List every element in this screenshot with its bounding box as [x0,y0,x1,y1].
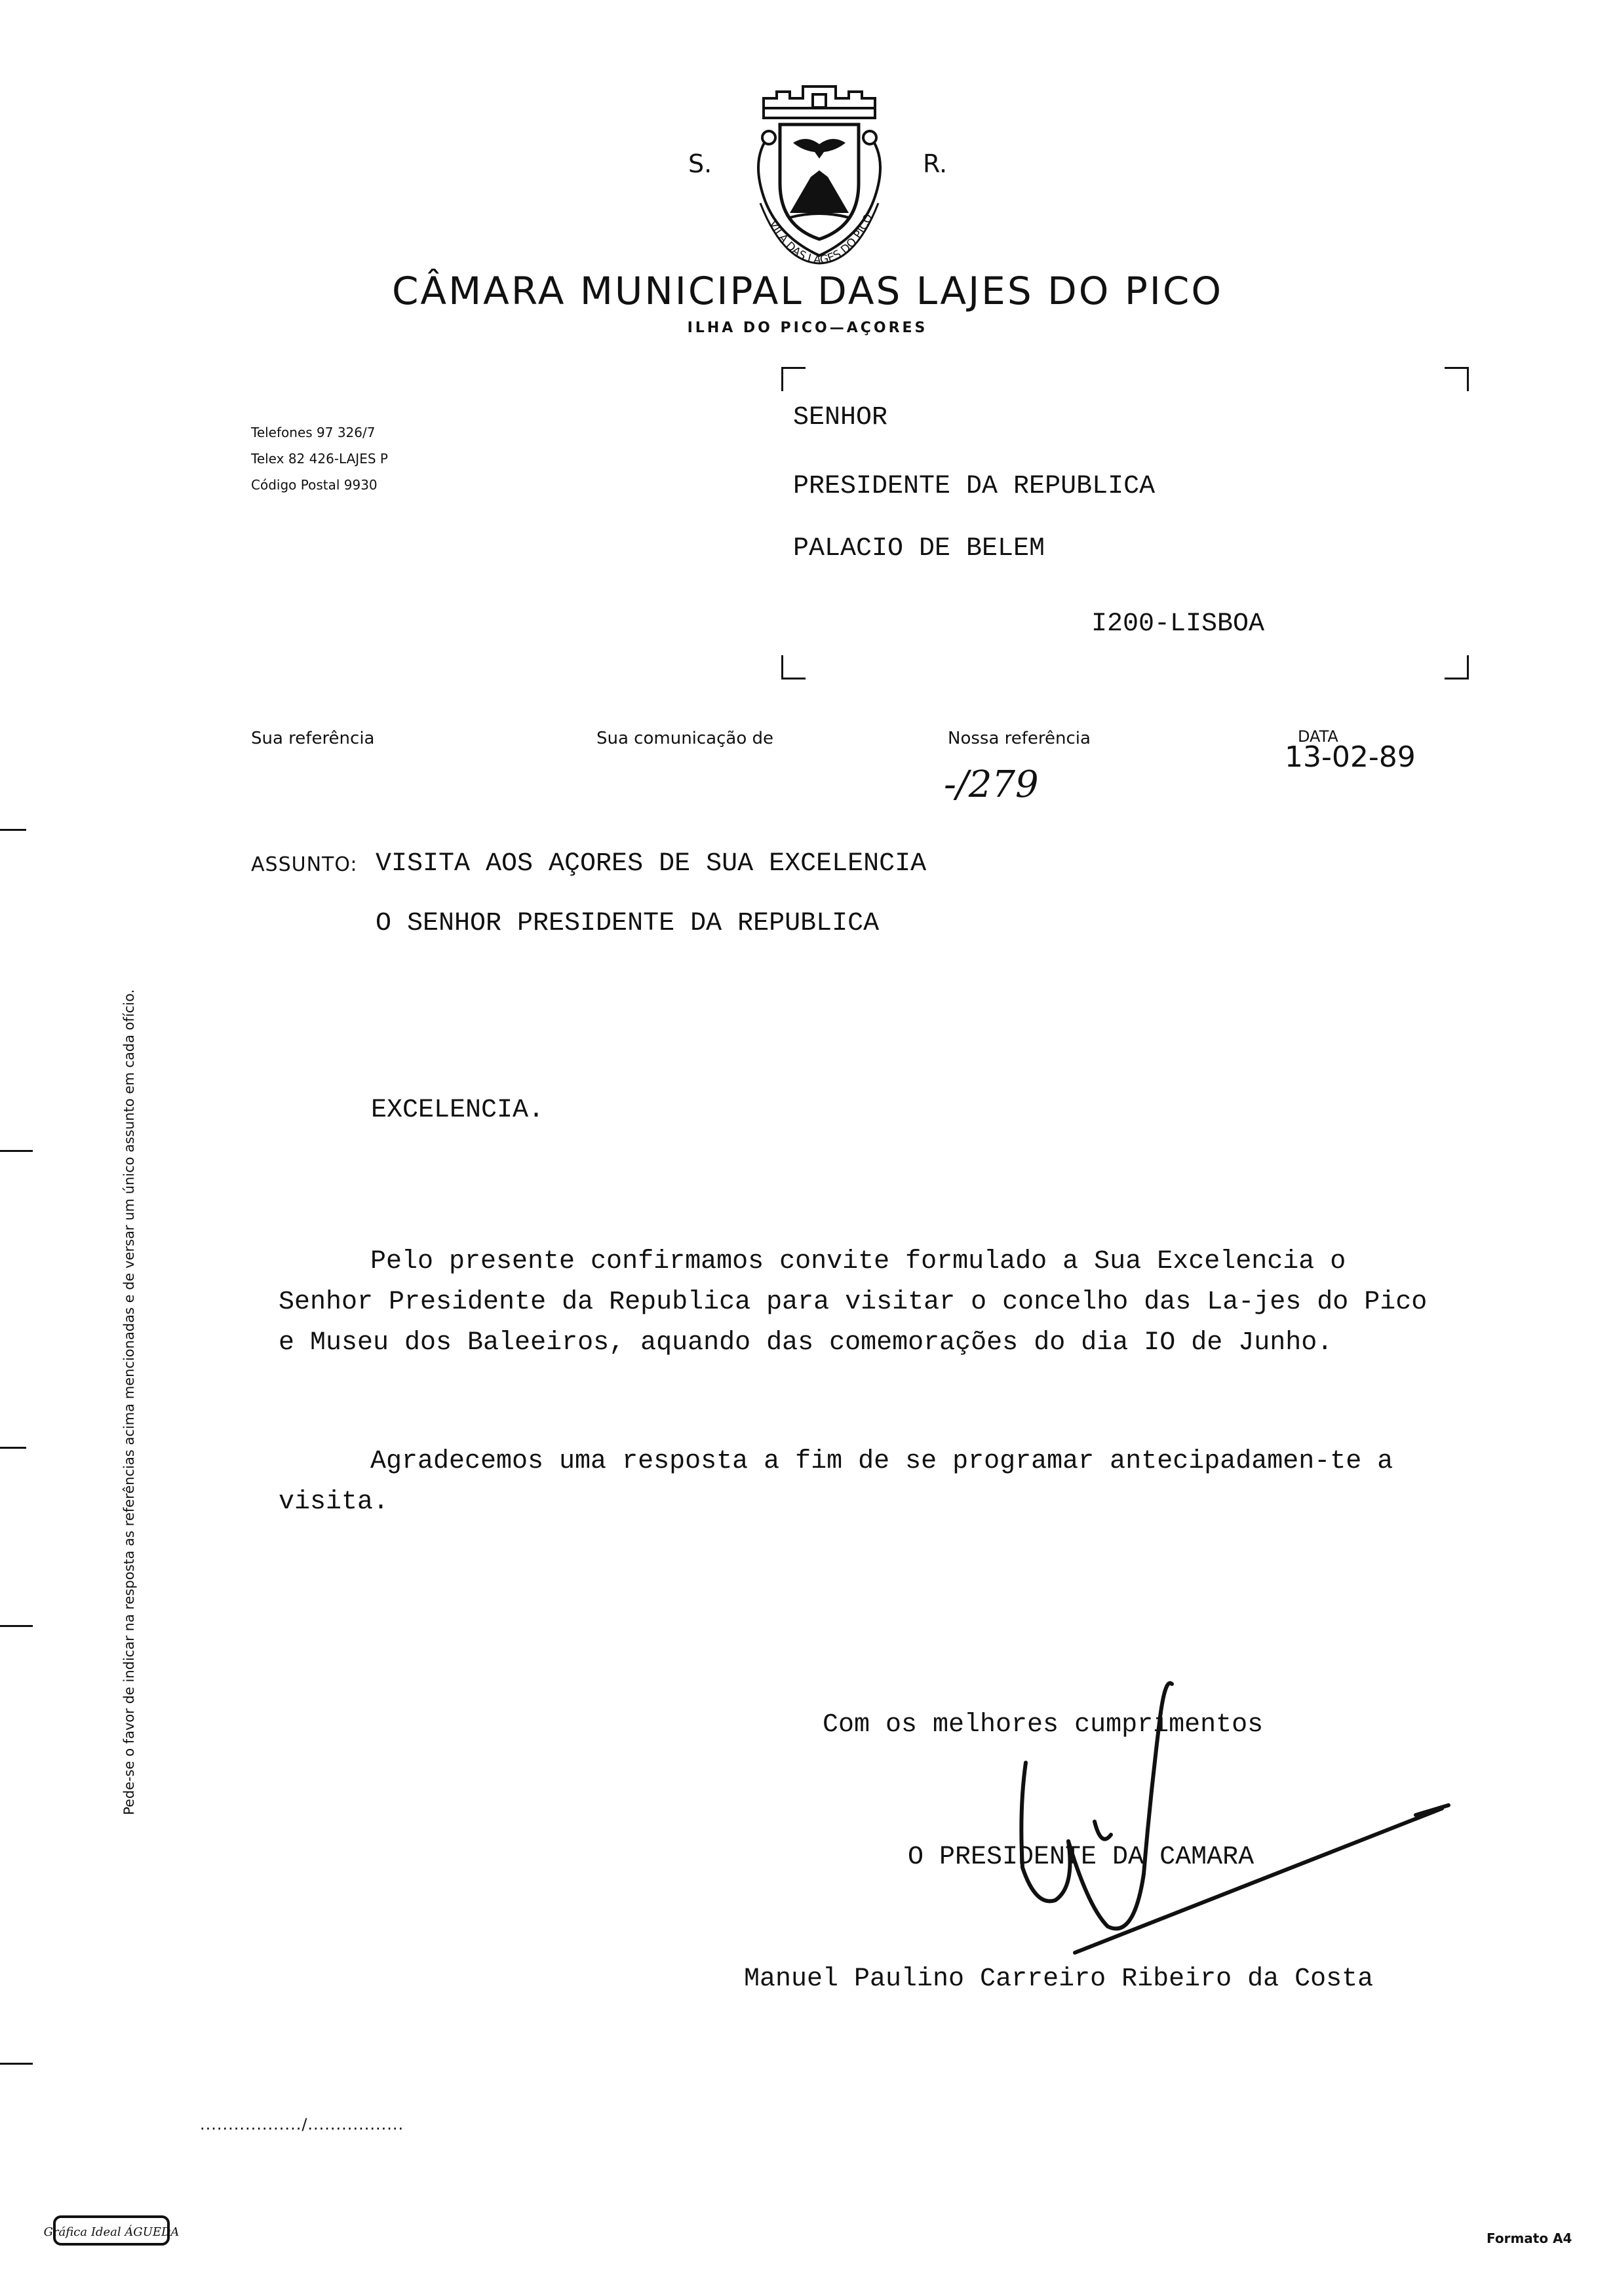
contact-block [251,419,388,498]
recipient-line-3: PALACIO DE BELEM [793,534,1045,564]
address-corner-bottom-right [1445,655,1469,679]
signer-title: O PRESIDENTE DA CAMARA [908,1843,1255,1872]
date-value: 13-02-89 [1285,740,1416,774]
printer-logo-icon [43,2215,180,2246]
address-corner-top-right [1445,367,1469,391]
signer-name: Manuel Paulino Carreiro Ribeiro da Costa [744,1964,1374,1994]
subject-line-1: VISITA AOS AÇORES DE SUA EXCELENCIA [376,849,927,879]
address-corner-top-left [781,367,806,391]
dotted-line: ................../................. [200,2115,404,2133]
fold-mark [0,1150,33,1152]
your-reference-label: Sua referência [251,729,375,748]
recipient-line-4: I200-LISBOA [1091,609,1265,639]
recipient-line-2: PRESIDENTE DA REPUBLICA [793,472,1156,501]
recipient-line-1: SENHOR [793,403,888,432]
our-reference-label: Nossa referência [948,729,1091,748]
our-reference-value: -/279 [944,763,1039,806]
crest-motto: VILA DAS LAGES DO PICO [766,212,876,267]
your-communication-label: Sua comunicação de [596,729,774,748]
fold-mark [0,829,26,831]
margin-instruction: Pede-se o favor de indicar na resposta as referências acima mencionadas e de versar um único assunto em cada ofício. [121,989,137,1815]
organization-name: CÂMARA MUNICIPAL DAS LAJES DO PICO [391,269,1224,313]
svg-text:Gráfica Ideal ÁGUEDA: Gráfica Ideal ÁGUEDA [43,2225,180,2239]
salutation: EXCELENCIA. [371,1096,545,1125]
paper-format: Formato A4 [1487,2230,1572,2246]
contact-postal-code: Código Postal 9930 [251,477,378,493]
contact-phone: Telefones 97 326/7 [251,425,376,440]
municipal-crest-icon [724,72,914,269]
fold-mark [0,1625,33,1627]
organization-subtitle: ILHA DO PICO—AÇORES [687,320,928,336]
address-corner-bottom-left [781,655,806,679]
fold-mark [0,2063,33,2065]
crown [764,86,875,118]
seal-letter-s: S. [688,149,712,178]
subject-label: ASSUNTO: [251,853,358,876]
seal-letter-r: R. [923,149,948,178]
body-paragraph-2: Agradecemos uma resposta a fim de se programar antecipadamen-te a visita. [279,1447,1393,1517]
closing-salutation: Com os melhores cumprimentos [823,1710,1264,1740]
fold-mark [0,1447,26,1449]
handwritten-signature [996,1677,1455,1979]
body-paragraph-1: Pelo presente confirmamos convite formulado a Sua Excelencia o Senhor Presidente da Republica para visitar o concelho das La-jes do Pico e Museu dos Baleeiros, aquando das comemorações do dia IO de Junho. [279,1247,1428,1358]
subject-line-2: O SENHOR PRESIDENTE DA REPUBLICA [376,909,880,938]
contact-telex: Telex 82 426-LAJES P [251,451,388,467]
date-label: DATA [1298,727,1338,746]
